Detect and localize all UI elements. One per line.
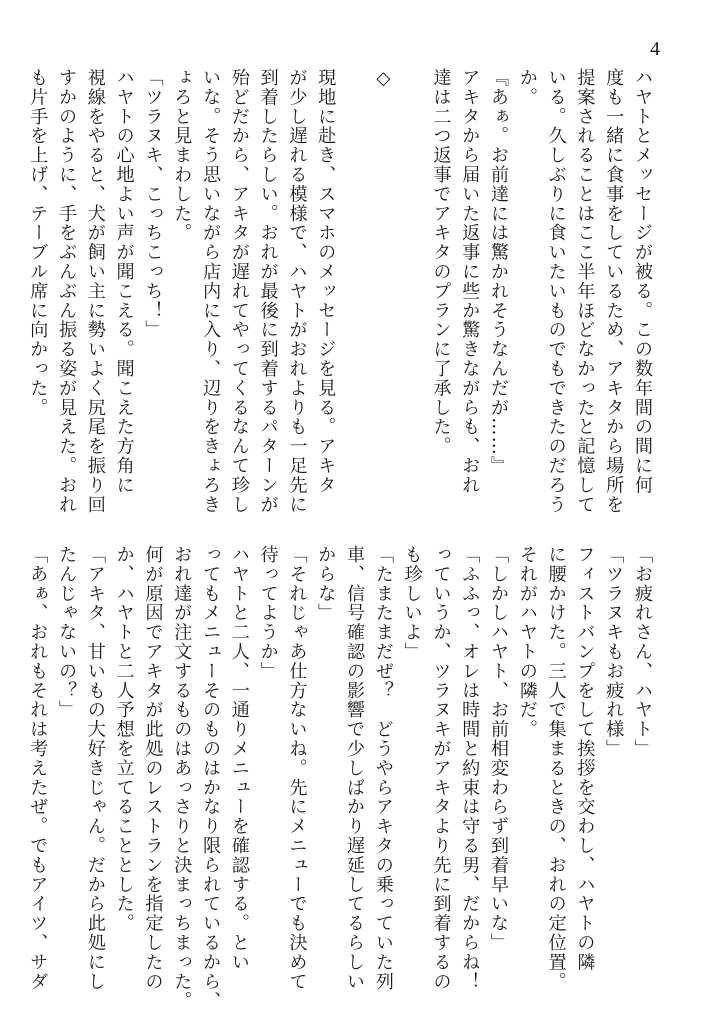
lower-line: おれ達が注文するものはあっさりと決まっちまった。 — [171, 545, 193, 1011]
lower-line: 「それじゃあ仕方ないね。先にメニューでも決めて — [286, 545, 308, 992]
lower-line: 何が原因でアキタが此処のレストランを指定したの — [142, 545, 164, 992]
lower-line: 「ふふっ、オレは時間と約束は守る男、だからね！ — [459, 545, 481, 992]
lower-line: ってもメニューそのものはかなり限られているから、 — [200, 545, 222, 1011]
upper-line: 達は二つ返事でアキタのプランに了承した。 — [430, 68, 452, 456]
upper-line: 視線をやると、犬が飼い主に勢いよく尻尾を振り回 — [84, 68, 106, 515]
upper-line: すかのように、手をぶんぶん振る姿が見えた。おれ — [56, 68, 78, 515]
upper-line: も片手を上げ、テーブル席に向かった。 — [27, 68, 49, 418]
lower-line: 「ツラヌキもお疲れ様」 — [603, 545, 625, 759]
upper-line: ハヤトとメッセージが被る。この数年間の間に何 — [632, 68, 653, 495]
lower-line: 「お疲れさん、ハヤト」 — [632, 545, 653, 759]
lower-line: それがハヤトの隣だ。 — [516, 545, 538, 739]
upper-line: 『あぁ。お前達には驚かれそうなんだが……』 — [488, 68, 510, 476]
upper-line: 提案されることはここ半年ほどなかったと記憶して — [574, 68, 596, 515]
upper-line: 「ツラヌキ、こっちこっち！」 — [142, 68, 164, 340]
lower-text-block — [22, 545, 656, 1011]
upper-line: が少し遅れる模様で、ハヤトがおれよりも一足先に — [286, 68, 308, 515]
upper-line — [339, 68, 368, 528]
lower-line: フィストバンプをして挨拶を交わし、ハヤトの隣 — [574, 545, 596, 972]
lower-line: 車、信号確認の影響で少しばかり遅延してるらしい — [344, 545, 366, 992]
upper-line: 殆どだから、アキタが遅れてやってくるなんて珍し — [228, 68, 250, 515]
lower-line: ハヤトと二人、一通りメニューを確認する。とい — [228, 545, 250, 972]
upper-line: いな。そう思いながら店内に入り、辺りをきょろき — [200, 68, 222, 515]
lower-line: 「アキタ、甘いもの大好きじゃん。だから此処にし — [84, 545, 106, 992]
upper-line: いる。久しぶりに食いたいものでもできたのだろう — [545, 68, 567, 515]
upper-text-block — [22, 68, 656, 528]
upper-line: アキタから届いた返事に些か驚きながらも、おれ — [459, 68, 481, 495]
lower-line: っていうか、ツラヌキがアキタより先に到着するの — [430, 545, 452, 992]
upper-line: 度も一緒に食事をしているため、アキタから場所を — [603, 68, 625, 515]
upper-line — [397, 68, 426, 528]
page-number: 4 — [650, 38, 660, 60]
upper-line: ◇ — [372, 68, 394, 91]
lower-line: からな」 — [315, 545, 337, 623]
upper-line: か。 — [516, 68, 538, 107]
lower-line: 「あぁ、おれもそれは考えたぜ。でもアイツ、サダ — [27, 545, 49, 992]
upper-line: ハヤトの心地よい声が聞こえる。聞こえた方角に — [113, 68, 135, 495]
upper-line: 到着したらしい。おれが最後に到着するパターンが — [257, 68, 279, 515]
lower-line: たんじゃないの？」 — [56, 545, 78, 720]
lower-line: 待ってようか」 — [257, 545, 279, 681]
lower-line: も珍しいよ」 — [401, 545, 423, 662]
lower-line: 「たまたまだぜ？ どうやらアキタの乗っていた列 — [372, 545, 394, 992]
upper-line: ょろと見まわした。 — [171, 68, 193, 243]
lower-line: 「しかしハヤト、お前相変わらず到着早いな」 — [488, 545, 510, 953]
lower-line: か、ハヤトと二人予想を立てることとした。 — [113, 545, 135, 933]
upper-line: 現地に赴き、スマホのメッセージを見る。アキタ — [315, 68, 337, 495]
lower-line: に腰かけた。三人で集まるときの、おれの定位置。 — [545, 545, 567, 992]
